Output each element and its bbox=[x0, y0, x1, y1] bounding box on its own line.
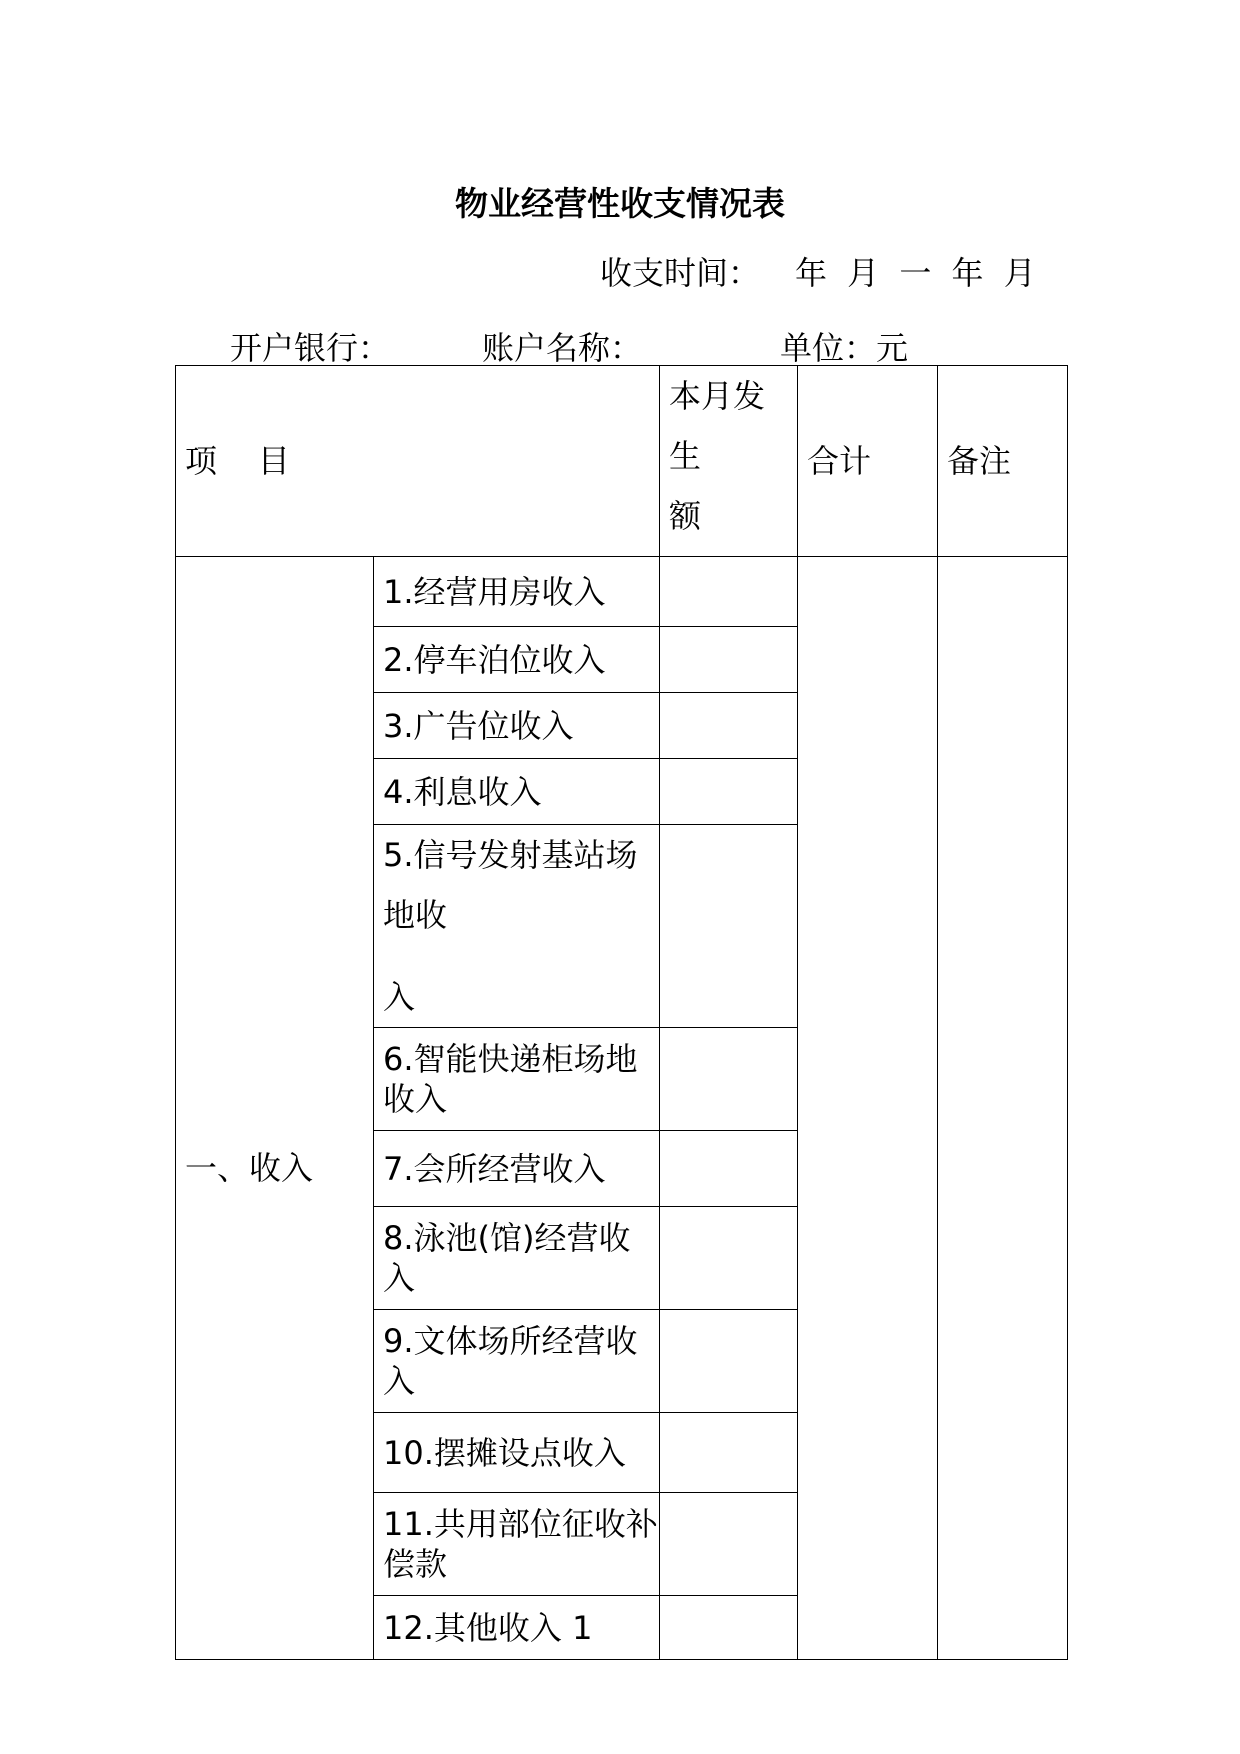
amount-cell[interactable] bbox=[660, 627, 798, 693]
unit-field: 单位：元 bbox=[780, 329, 909, 367]
amount-cell[interactable] bbox=[660, 557, 798, 627]
col-header-amount-line3: 额 bbox=[669, 497, 702, 535]
bank-field: 开户银行： bbox=[230, 329, 391, 367]
row-label: 2.停车泊位收入 bbox=[374, 627, 660, 693]
row-label: 6.智能快递柜场地收入 bbox=[374, 1028, 660, 1131]
amount-cell[interactable] bbox=[660, 825, 798, 1028]
row-label bbox=[374, 825, 660, 1028]
amount-cell[interactable] bbox=[660, 1596, 798, 1660]
amount-cell[interactable] bbox=[660, 1028, 798, 1131]
amount-cell[interactable] bbox=[660, 1207, 798, 1310]
col-header-total: 合计 bbox=[798, 366, 938, 557]
col-header-amount-line1: 本月发 bbox=[669, 377, 766, 415]
row-label-line2: 入 bbox=[383, 978, 416, 1016]
amount-cell[interactable] bbox=[660, 1131, 798, 1207]
account-field: 账户名称： bbox=[482, 329, 643, 367]
row-label: 10.摆摊设点收入 bbox=[374, 1413, 660, 1493]
amount-cell[interactable] bbox=[660, 693, 798, 759]
row-label-line1: 5.信号发射基站场地收 bbox=[383, 836, 638, 934]
period-label: 收支时间： bbox=[600, 254, 761, 292]
row-label: 1.经营用房收入 bbox=[374, 557, 660, 627]
row-label: 7.会所经营收入 bbox=[374, 1131, 660, 1207]
amount-cell[interactable] bbox=[660, 1493, 798, 1596]
amount-cell[interactable] bbox=[660, 1310, 798, 1413]
row-label: 9.文体场所经营收入 bbox=[374, 1310, 660, 1413]
col-header-amount bbox=[660, 366, 798, 557]
row-label: 3.广告位收入 bbox=[374, 693, 660, 759]
income-table bbox=[175, 365, 1068, 1660]
col-header-item: 项 目 bbox=[176, 366, 660, 557]
col-header-remark: 备注 bbox=[938, 366, 1068, 557]
total-cell[interactable] bbox=[798, 557, 938, 1660]
period-range: 年 月 一 年 月 bbox=[795, 254, 1036, 292]
row-label: 4.利息收入 bbox=[374, 759, 660, 825]
amount-cell[interactable] bbox=[660, 759, 798, 825]
row-label: 12.其他收入 1 bbox=[374, 1596, 660, 1660]
remark-cell[interactable] bbox=[938, 557, 1068, 1660]
table-row bbox=[176, 557, 1068, 627]
page-title: 物业经营性收支情况表 bbox=[455, 184, 785, 223]
row-label: 11.共用部位征收补偿款 bbox=[374, 1493, 660, 1596]
section-label: 一、收入 bbox=[176, 557, 374, 1660]
table-header-row bbox=[176, 366, 1068, 557]
row-label: 8.泳池(馆)经营收入 bbox=[374, 1207, 660, 1310]
amount-cell[interactable] bbox=[660, 1413, 798, 1493]
col-header-amount-line2: 生 bbox=[669, 437, 702, 475]
